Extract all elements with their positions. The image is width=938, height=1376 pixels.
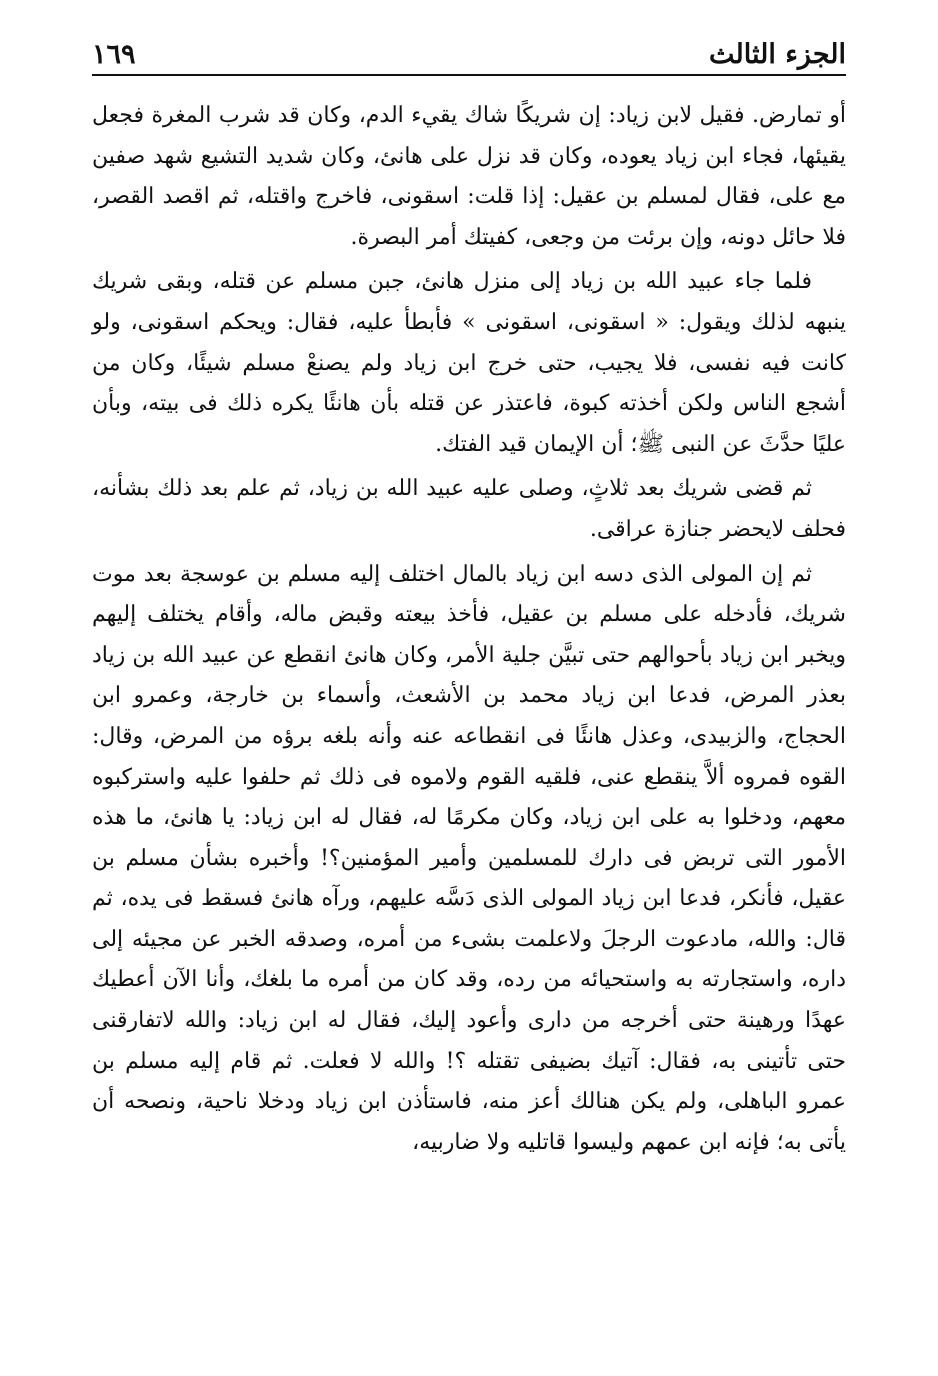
paragraph-3: ثم قضى شريك بعد ثلاثٍ، وصلى عليه عبيد الله بن زياد، ثم علم بعد ذلك بشأنه، فحلف لايحضر جنازة عراقى. xyxy=(92,476,846,542)
paragraph-4: ثم إن المولى الذى دسه ابن زياد بالمال اختلف إليه مسلم بن عوسجة بعد موت شريك، فأدخله على مسلم بن عقيل، فأخذ بيعته وقبض ماله، وأقام يختلف إليهم ويخبر ابن زياد بأحوالهم حتى تبيَّن جلية الأمر، وكان هانئ انقطع عن عبيد الله بن زياد بعذر المرض، فدعا ابن زياد محمد بن الأشعث، وأسماء بن خارجة، وعمرو ابن الحجاج، والزبيدى، وعذل هانئًا فى انقطاعه عنه وأنه بلغه برؤه من المرض، وقال: القوه فمروه ألاَّ ينقطع عنى، فلقيه القوم ولاموه فى ذلك ثم حلفوا عليه واستركبوه معهم، ودخلوا به على ابن زياد، وكان مكرمًا له، فقال له ابن زياد: يا هانئ، ما هذه الأمور التى تربض فى دارك للمسلمين وأمير المؤمنين؟! وأخبره بشأن مسلم بن عقيل، فأنكر، فدعا ابن زياد المولى الذى دَسَّه عليهم، ورآه هانئ فسقط فى يده، ثم قال: والله، مادعوت الرجلَ ولاعلمت بشىء من أمره، وصدقه الخبر عن مجيئه إلى داره، واستجارته به واستحيائه من رده، وقد كان من أمره ما بلغك، وأنا الآن أعطيك عهدًا ورهينة حتى أخرجه من دارى وأعود إليك، فقال له ابن زياد: والله لاتفارقنى حتى تأتينى به، فقال: آتيك بضيفى تقتله ؟! والله لا فعلت. ثم قام إليه مسلم بن عمرو الباهلى، ولم يكن هنالك أعز منه، فاستأذن ابن زياد ودخلا ناحية، ونصحه أن يأتى به؛ فإنه ابن عمهم وليسوا قاتليه ولا ضاربيه، xyxy=(92,561,846,1155)
page-number: ١٦٩ xyxy=(92,39,136,70)
running-header xyxy=(92,30,846,76)
paragraph-1: أو تمارض. فقيل لابن زياد: إن شريكًا شاك يقيء الدم، وكان قد شرب المغرة فجعل يقيئها، فجاء ابن زياد يعوده، وكان قد نزل على هانئ، وكان شديد التشيع شهد صفين مع على، فقال لمسلم بن عقيل: إذا قلت: اسقونى، فاخرج واقتله، ثم اقصد القصر، فلا حائل دونه، وإن برئت من وجعى، كفيتك أمر البصرة. xyxy=(92,103,846,250)
body-text xyxy=(92,96,846,1167)
chapter-title: الجزء الثالث xyxy=(709,39,846,70)
paragraph-2: فلما جاء عبيد الله بن زياد إلى منزل هانئ، جبن مسلم عن قتله، وبقى شريك ينبهه لذلك ويقول: « اسقونى، اسقونى » فأبطأ عليه، فقال: ويحكم اسقونى، ولو كانت فيه نفسى، فلا يجيب، حتى خرج ابن زياد ولم يصنعْ مسلم شيئًا، وكان من أشجع الناس ولكن أخذته كبوة، فاعتذر عن قتله بأن هانئًا يكره ذلك فى بيته، وبأن عليًا حدَّثَ عن النبى ﷺ؛ أن الإيمان قيد الفتك. xyxy=(92,269,846,457)
